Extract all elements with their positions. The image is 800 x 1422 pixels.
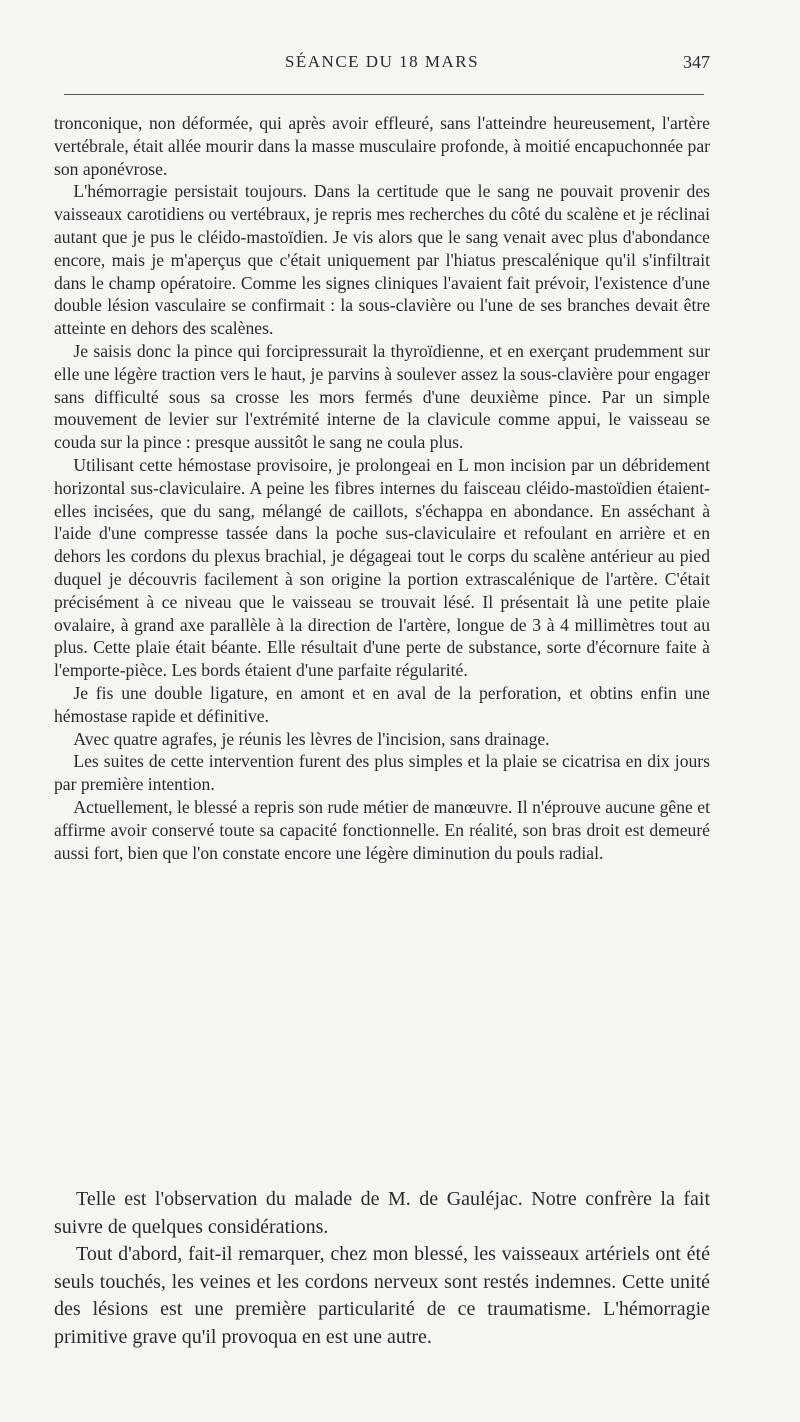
paragraph: tronconique, non déformée, qui après avoir effleuré, sans l'atteindre heureusement, l'artère vertébrale, était allée mourir dans la masse musculaire profonde, à moitié encapuchonnée par son aponévrose. — [54, 113, 710, 179]
body-text-large — [54, 1186, 710, 1351]
paragraph: Les suites de cette intervention furent des plus simples et la plaie se cicatrisa en dix jours par première intention. — [54, 751, 710, 795]
page-header — [54, 52, 710, 82]
paragraph: Tout d'abord, fait-il remarquer, chez mon blessé, les vaisseaux artériels ont été seuls touchés, les veines et les cordons nerveux sont restés indemnes. Cette unité des lésions est une première particularité de ce traumatisme. L'hémorragie primitive grave qu'il provoqua en est une autre. — [54, 1243, 710, 1348]
paragraph: Je saisis donc la pince qui forcipressurait la thyroïdienne, et en exerçant prudemment sur elle une légère traction vers le haut, je parvins à soulever assez la sous-clavière pour engager sans difficulté sous sa crosse les mors fermés d'une deuxième pince. Par un simple mouvement de levier sur l'extrémité interne de la clavicule comme appui, le vaisseau se couda sur la pince : presque aussitôt le sang ne coula plus. — [54, 340, 710, 453]
paragraph: Je fis une double ligature, en amont et en aval de la perforation, et obtins enfin une hémostase rapide et définitive. — [54, 682, 710, 726]
paragraph: Telle est l'observation du malade de M. de Gauléjac. Notre confrère la fait suivre de quelques considérations. — [54, 1188, 710, 1238]
paragraph: Actuellement, le blessé a repris son rude métier de manœuvre. Il n'éprouve aucune gêne et affirme avoir conservé toute sa capacité fonctionnelle. En réalité, son bras droit est demeuré aussi fort, bien que l'on constate encore une légère diminution du pouls radial. — [54, 796, 710, 863]
paragraph: Utilisant cette hémostase provisoire, je prolongeai en L mon incision par un débridement horizontal sus-claviculaire. A peine les fibres internes du faisceau cléido-mastoïdien étaient-elles incisées, que du sang, mélangé de caillots, s'échappa en abondance. En asséchant à l'aide d'une compresse tassée dans la poche sus-claviculaire et refoulant en arrière et en dehors les cordons du plexus brachial, je dégageai tout le corps du scalène antérieur au pied duquel je découvris facilement à son origine la portion extrascalénique de l'artère. C'était précisément à ce niveau que le vaisseau se trouvait lésé. Il présentait là une petite plaie ovalaire, à grand axe parallèle à la direction de l'artère, longue de 3 à 4 millimètres tout au plus. Cette plaie était béante. Elle résultait d'une perte de substance, sorte d'écornure faite à l'emporte-pièce. Les bords étaient d'une parfaite régularité. — [54, 454, 710, 681]
header-rule — [64, 94, 704, 95]
paragraph: L'hémorragie persistait toujours. Dans la certitude que le sang ne pouvait provenir des vaisseaux carotidiens ou vertébraux, je repris mes recherches du côté du scalène et je réclinai autant que je pus le cléido-mastoïdien. Je vis alors que le sang venait avec plus d'abondance encore, mais je m'aperçus que c'était uniquement par l'hiatus prescalénique qu'il s'infiltrait dans le champ opératoire. Comme les signes cliniques l'avaient fait prévoir, l'existence d'une double lésion vasculaire se confirmait : la sous-clavière ou l'une de ses branches devait être atteinte en dehors des scalènes. — [54, 181, 710, 339]
body-text-small — [54, 112, 710, 864]
running-head: SÉANCE DU 18 MARS — [284, 52, 480, 71]
paragraph: Avec quatre agrafes, je réunis les lèvres de l'incision, sans drainage. — [73, 728, 550, 749]
page-number: 347 — [683, 52, 710, 72]
